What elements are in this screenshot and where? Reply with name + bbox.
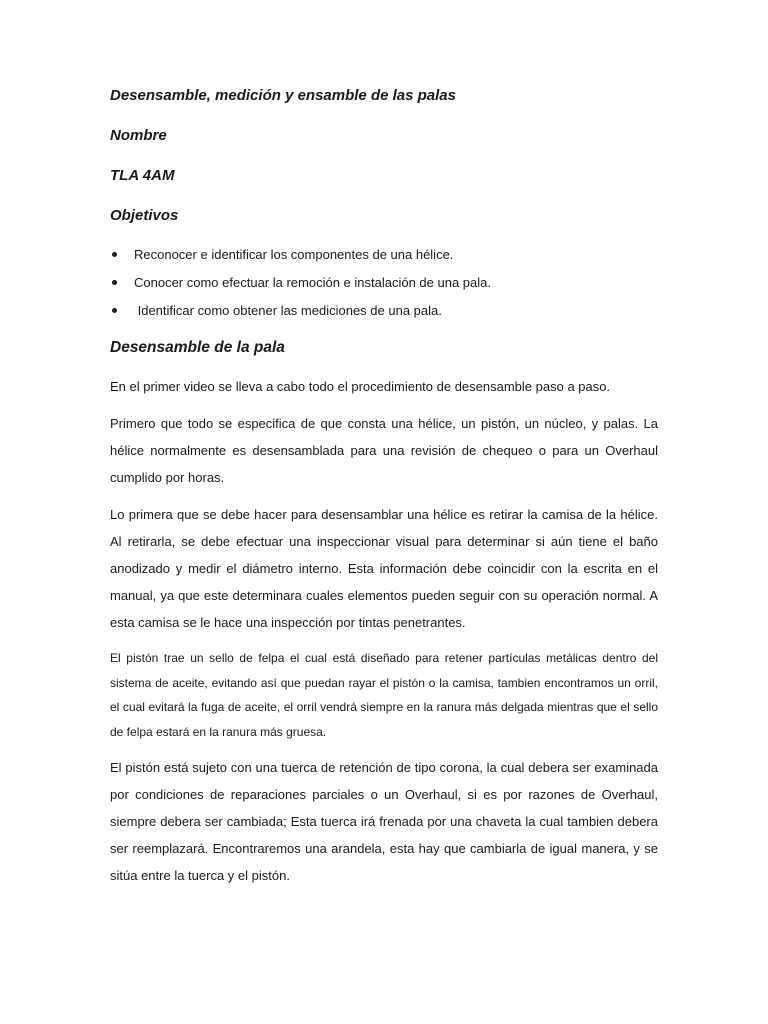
list-item bbox=[110, 297, 658, 325]
name-label: Nombre bbox=[110, 127, 167, 144]
objectives-list bbox=[110, 241, 658, 325]
paragraph: En el primer video se lleva a cabo todo el procedimiento de desensamble paso a paso. bbox=[110, 379, 611, 394]
paragraph: Lo primera que se debe hacer para desensamblar una hélice es retirar la camisa de la hélice. Al retirarla, se debe efectuar una inspeccionar visual para determinar si aún tiene el baño anodizado y medir el diámetro interno. Esta información debe coincidir con la escrita en el manual, ya que este determinara cuales elementos pueden seguir con su operación normal. A esta camisa se le hace una inspección por tintas penetrantes. bbox=[110, 507, 658, 630]
paragraph: El pistón está sujeto con una tuerca de retención de tipo corona, la cual debera ser examinada por condiciones de reparaciones parciales o un Overhaul, si es por razones de Overhaul, siempre debera ser cambiada; Esta tuerca irá frenada por una chaveta la cual tambien debera ser reemplazará. Encontraremos una arandela, esta hay que cambiarla de igual manera, y se sitúa entre la tuerca y el pistón. bbox=[110, 760, 658, 883]
objective-text: Conocer como efectuar la remoción e instalación de una pala. bbox=[134, 275, 491, 290]
objective-text: Reconocer e identificar los componentes de una hélice. bbox=[134, 247, 454, 262]
bullet-icon bbox=[112, 308, 117, 313]
bullet-icon bbox=[112, 252, 117, 257]
list-item bbox=[110, 269, 658, 297]
paragraph: El pistón trae un sello de felpa el cual está diseñado para retener partículas metálicas dentro del sistema de aceite, evitando así que puedan rayar el pistón o la camisa, tambien encontramos un orril, el cual evitará la fuga de aceite, el orril vendrá siempre en la ranura más delgada mientras que el sello de felpa estará en la ranura más gruesa. bbox=[110, 651, 658, 739]
objective-text: Identificar como obtener las mediciones de una pala. bbox=[134, 303, 442, 318]
group-label: TLA 4AM bbox=[110, 167, 175, 184]
objectives-heading: Objetivos bbox=[110, 207, 179, 224]
list-item bbox=[110, 241, 658, 269]
document-title: Desensamble, medición y ensamble de las palas bbox=[110, 87, 456, 104]
section-heading: Desensamble de la pala bbox=[110, 339, 285, 356]
paragraph: Primero que todo se especifica de que consta una hélice, un pistón, un núcleo, y palas. La hélice normalmente es desensamblada para una revisión de chequeo o para un Overhaul cumplido por horas. bbox=[110, 416, 658, 485]
bullet-icon bbox=[112, 280, 117, 285]
